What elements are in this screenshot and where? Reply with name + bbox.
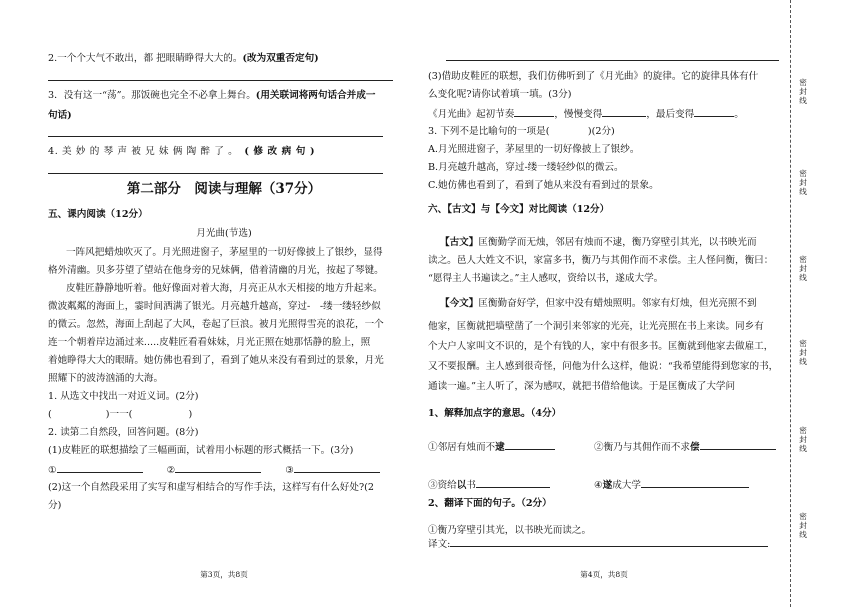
passage-line: 的微云。忽然，海面上刮起了大风，卷起了巨浪。被月光照得雪亮的浪花，一个 — [48, 319, 384, 330]
option-c[interactable]: C.她仿佛也看到了，看到了她从来没有看到过的景象。 — [428, 180, 659, 191]
classical-line: 读之。邑人大姓文不识，家富多书，衡乃与其佣作而不求偿。主人怪问衡，衡曰： — [428, 255, 774, 266]
passage-line: 照耀下的波涛汹涌的大海。 — [48, 373, 164, 384]
seal-label: 密 封 线 — [799, 339, 807, 366]
subquestion-2: 2. 读第二自然段，回答问题。(8分) — [48, 427, 199, 438]
seal-label: 密 封 线 — [799, 255, 807, 282]
classical-line: “愿得主人书遍读之。”主人感叹，资给以书，遂成大学。 — [428, 273, 664, 284]
seal-label: 密 封 线 — [799, 426, 807, 453]
modern-line: 个大户人家叫文不识的，是个有钱的人，家中有很多书。匡衡就到他家去做雇工， — [428, 341, 774, 352]
explain-blank-1[interactable]: ①邻居有烛而不逮 — [428, 440, 555, 454]
section-5-title: 五、课内阅读（12分） — [48, 209, 148, 220]
question-4: 4. 美 妙 的 琴 声 被 兄 妹 俩 陶 醉 了 。 ( 修 改 病 句 ) — [48, 146, 316, 157]
melody-blanks[interactable]: 《月光曲》起初节奏 ，慢慢变得 ，最后变得 。 — [428, 109, 744, 120]
page-footer: 第3页，共8页 — [200, 570, 248, 579]
passage-line: 格外清幽。贝多芬望了望站在他身旁的兄妹俩，借着清幽的月光，按起了琴键。 — [48, 265, 384, 276]
explain-blank-3[interactable]: ③资给以书 — [428, 478, 550, 492]
subquestion-2-2: (2)这一个自然段采用了实写和虚写相结合的写作手法，这样写有什么好处?(2 — [48, 482, 374, 493]
question-3: 3．没有这一“荡”。那饭碗也完全不必拿上舞台。(用关联词将两句话合并成一 — [48, 90, 376, 101]
seal-line — [790, 0, 792, 607]
translation-field[interactable]: 译文: — [428, 537, 768, 551]
subquestion-1: 1. 从选文中找出一对近义词。(2分) — [48, 391, 199, 402]
page-footer: 第4页，共8页 — [580, 570, 628, 579]
answer-line[interactable] — [48, 173, 383, 174]
modern-line: 【今文】匡衡勤奋好学，但家中没有蜡烛照明。邻家有灯烛，但光亮照不到 — [440, 298, 757, 309]
question-3-cont: 句话) — [48, 110, 72, 121]
answer-line[interactable] — [446, 60, 779, 61]
translate-sentence: ①衡乃穿壁引其光，以书映光而读之。 — [428, 525, 592, 536]
passage-line: 连一个朝着岸边涌过来.....皮鞋匠看看妹妹，月光正照在她那恬静的脸上，照 — [48, 337, 371, 348]
subquestion-2-2-cont: 分) — [48, 500, 62, 511]
part-title: 第二部分 阅读与理解（37分） — [126, 181, 322, 197]
question-2-3-cont: 么变化呢?请你试着填一填。(3分) — [428, 89, 572, 100]
answer-line[interactable] — [48, 80, 393, 81]
explain-blank-2[interactable]: ②衡乃与其佣作而不求偿 — [594, 440, 776, 454]
option-a[interactable]: A.月光照进窗子，茅屋里的一切好像披上了银纱。 — [428, 144, 640, 155]
question-3: 3. 下列不是比喻句的一项是( )(2分) — [428, 126, 615, 137]
modern-line: 他家，匡衡就把墙壁凿了一个洞引来邻家的光亮，让光亮照在书上来读。同乡有 — [428, 321, 764, 332]
seal-label: 密 封 线 — [799, 169, 807, 196]
seal-label: 密 封 线 — [799, 512, 807, 539]
answer-line[interactable] — [48, 136, 383, 137]
subtitle-blanks[interactable]: ① ② ③ — [48, 463, 380, 477]
passage-line: 微波粼粼的海面上，霎时间洒满了银光。月亮越升越高，穿过- -缕一缕轻纱似 — [48, 301, 381, 312]
classical-question-1: 1、解释加点字的意思。（4分） — [428, 408, 562, 419]
modern-line: 又不要报酬。主人感到很奇怪，问他为什么这样，他说：“我希望能得到您家的书， — [428, 361, 779, 372]
section-6-title: 六、【古文】与【今文】对比阅读（12分） — [428, 204, 610, 215]
passage-line: 皮鞋匠静静地听着。他好像面对着大海，月亮正从水天相接的地方升起来。 — [66, 283, 383, 294]
passage-line: 一阵风把蜡烛吹灭了。月光照进窗子，茅屋里的一切好像披上了银纱，显得 — [66, 247, 383, 258]
subquestion-2-1: (1)皮鞋匠的联想描绘了三幅画面，试着用小标题的形式概括一下。(3分) — [48, 445, 354, 456]
passage-title: 月光曲(节选) — [196, 228, 252, 239]
classical-line: 【古文】匡衡勤学而无烛，邻居有烛而不逮，衡乃穿壁引其光，以书映光而 — [440, 237, 757, 248]
modern-line: 通读一遍。”主人听了，深为感叹，就把书借给他读。于是匡衡成了大学问 — [428, 381, 736, 392]
synonym-pair[interactable]: ( )一一( ) — [48, 409, 193, 420]
question-2: 2.一个个大气不敢出，都 把眼睛睁得大大的。(改为双重否定句) — [48, 53, 319, 64]
passage-line: 着她睁得大大的眼睛。她仿佛也看到了，看到了她从来没有看到过的景象，月光 — [48, 355, 384, 366]
classical-question-2: 2、翻译下面的句子。（2分） — [428, 498, 552, 509]
option-b[interactable]: B.月亮越升越高，穿过-缕一缕轻纱似的微云。 — [428, 162, 624, 173]
seal-label: 密 封 线 — [799, 78, 807, 105]
question-2-3: (3)借助皮鞋匠的联想，我们仿佛听到了《月光曲》的旋律。它的旋律具体有什 — [428, 71, 759, 82]
explain-blank-4[interactable]: ④遂成大学 — [594, 478, 749, 492]
